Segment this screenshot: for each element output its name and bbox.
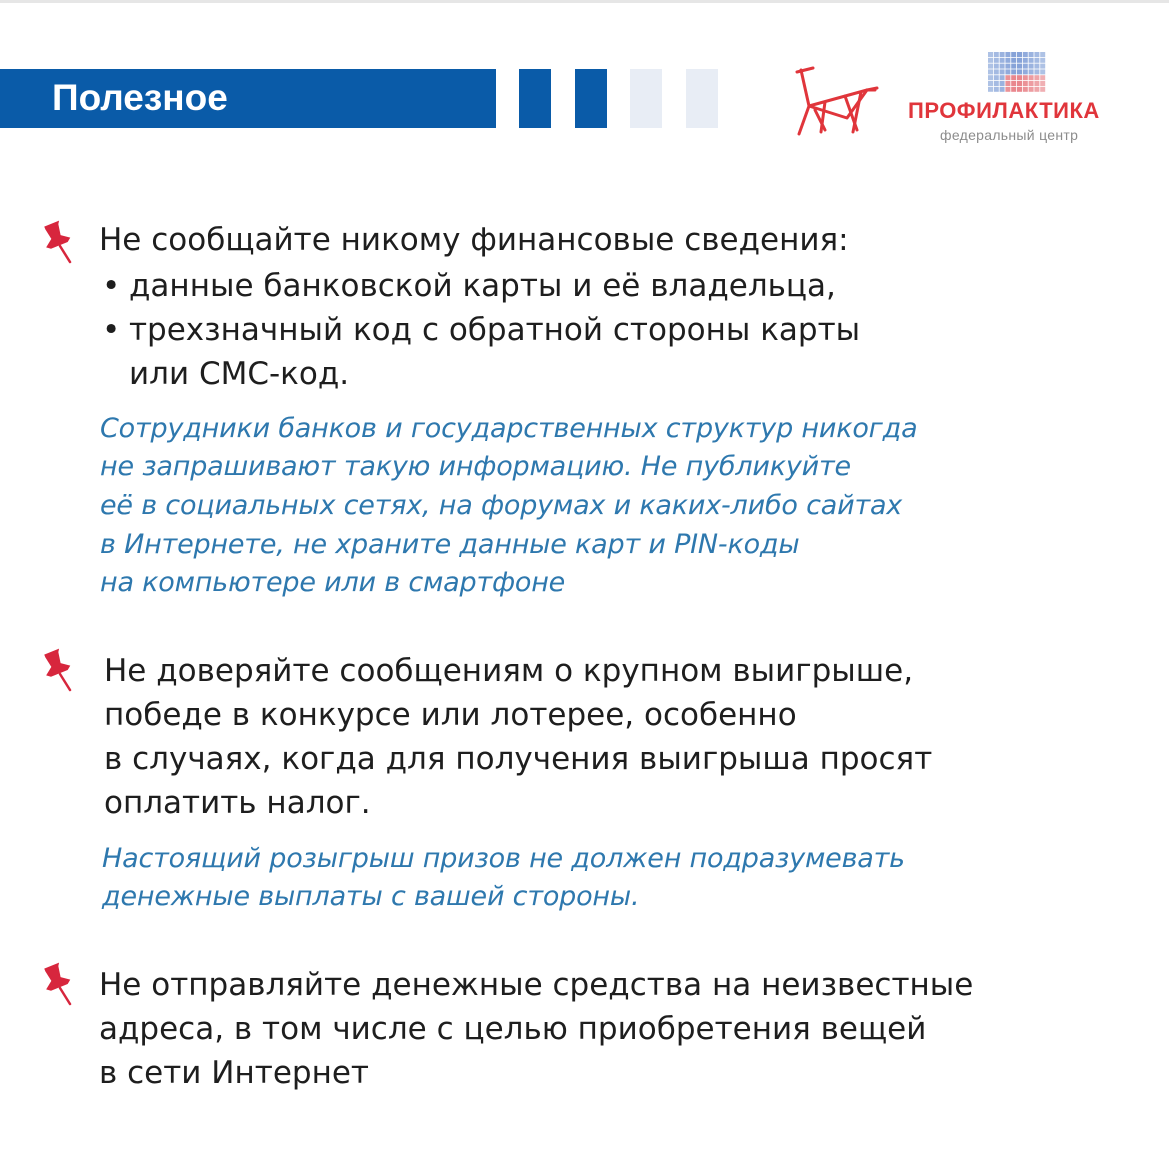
section-3-line: в сети Интернет (99, 1055, 369, 1091)
decor-square (575, 69, 607, 128)
grid-logo-cell (1005, 87, 1010, 92)
grid-logo-cell (1040, 64, 1045, 69)
top-divider (0, 0, 1169, 3)
grid-logo-cell (1023, 75, 1028, 80)
grid-logo-cell (1023, 81, 1028, 86)
push-pin-icon (40, 648, 76, 692)
grid-logo-cell (994, 52, 999, 57)
section-3-line: Не отправляйте денежные средства на неизвестные (99, 967, 974, 1003)
grid-logo-cell (1029, 64, 1034, 69)
section-1-bullet: трехзначный код с обратной стороны карты (129, 312, 861, 348)
section-1-line: Не сообщайте никому финансовые сведения: (99, 222, 849, 258)
grid-logo-cell (1040, 69, 1045, 74)
grid-logo-cell (1017, 69, 1022, 74)
grid-logo-cell (1011, 64, 1016, 69)
grid-logo-cell (988, 52, 993, 57)
decor-square (630, 69, 662, 128)
grid-logo-cell (1000, 75, 1005, 80)
push-pin-icon (40, 220, 76, 264)
section-1-note: её в социальных сетях, на форумах и каких-либо сайтах (100, 490, 903, 521)
grid-logo-cell (1011, 52, 1016, 57)
grid-logo-cell (1011, 87, 1016, 92)
grid-logo-cell (1040, 81, 1045, 86)
section-1-bullet: данные банковской карты и её владельца, (129, 268, 836, 304)
grid-logo-cell (994, 69, 999, 74)
grid-logo-cell (988, 64, 993, 69)
grid-logo-cell (988, 69, 993, 74)
grid-logo-cell (1000, 81, 1005, 86)
section-3-line: адреса, в том числе с целью приобретения вещей (99, 1011, 927, 1047)
grid-logo-cell (1023, 58, 1028, 63)
grid-logo-cell (1023, 64, 1028, 69)
grid-logo-cell (1011, 69, 1016, 74)
grid-logo-cell (1040, 52, 1045, 57)
section-1-note: не запрашивают такую информацию. Не публикуйте (100, 451, 851, 482)
grid-logo-cell (1034, 81, 1039, 86)
grid-logo-cell (1011, 81, 1016, 86)
grid-logo-cell (1029, 69, 1034, 74)
grid-logo-cell (988, 58, 993, 63)
section-1-note: на компьютере или в смартфоне (100, 567, 566, 598)
brand-subtitle: федеральный центр (940, 127, 1079, 143)
grid-logo-cell (1040, 75, 1045, 80)
grid-logo-cell (994, 75, 999, 80)
section-2-line: Не доверяйте сообщениям о крупном выигрыше, (104, 653, 914, 689)
grid-logo-cell (1017, 75, 1022, 80)
grid-logo-cell (988, 75, 993, 80)
grid-logo-cell (1005, 58, 1010, 63)
grid-logo-cell (994, 81, 999, 86)
grid-logo-cell (1023, 87, 1028, 92)
grid-logo-cell (1029, 75, 1034, 80)
section-1-note: в Интернете, не храните данные карт и PIN-коды (100, 529, 800, 560)
grid-logo-cell (1011, 58, 1016, 63)
grid-logo-cell (1029, 87, 1034, 92)
section-1-bullet: или СМС-код. (129, 356, 350, 392)
grid-logo-cell (1017, 81, 1022, 86)
section-2-note: Настоящий розыгрыш призов не должен подразумевать (102, 843, 905, 874)
chair-logo-icon (795, 66, 879, 136)
grid-logo-cell (994, 64, 999, 69)
section-2-line: победе в конкурсе или лотерее, особенно (104, 697, 797, 733)
grid-logo-cell (1017, 64, 1022, 69)
decor-square (519, 69, 551, 128)
section-2-line: оплатить налог. (104, 785, 371, 821)
decor-square (686, 69, 718, 128)
grid-logo-cell (1034, 64, 1039, 69)
grid-logo-cell (1029, 58, 1034, 63)
grid-logo-cell (1011, 75, 1016, 80)
grid-logo-cell (1017, 58, 1022, 63)
section-1-note: Сотрудники банков и государственных структур никогда (100, 413, 918, 444)
grid-logo-cell (1034, 69, 1039, 74)
brand-name: ПРОФИЛАКТИКА (908, 98, 1100, 123)
section-2-note: денежные выплаты с вашей стороны. (102, 881, 640, 912)
grid-logo-cell (1023, 69, 1028, 74)
grid-logo-cell (1029, 52, 1034, 57)
grid-logo-cell (1005, 69, 1010, 74)
grid-logo-cell (1005, 64, 1010, 69)
grid-logo-cell (1000, 58, 1005, 63)
pixel-grid-logo-icon (988, 52, 1046, 92)
bullet-dot: • (102, 268, 121, 304)
section-2-line: в случаях, когда для получения выигрыша просят (104, 741, 933, 777)
grid-logo-cell (1017, 87, 1022, 92)
page-title: Полезное (52, 77, 228, 118)
grid-logo-cell (994, 58, 999, 63)
grid-logo-cell (1040, 58, 1045, 63)
grid-logo-cell (1040, 87, 1045, 92)
grid-logo-cell (1000, 52, 1005, 57)
grid-logo-cell (1000, 69, 1005, 74)
grid-logo-cell (1000, 64, 1005, 69)
grid-logo-cell (994, 87, 999, 92)
grid-logo-cell (988, 87, 993, 92)
grid-logo-cell (1000, 87, 1005, 92)
grid-logo-cell (988, 81, 993, 86)
grid-logo-cell (1023, 52, 1028, 57)
grid-logo-cell (1034, 87, 1039, 92)
grid-logo-cell (1034, 58, 1039, 63)
grid-logo-cell (1005, 75, 1010, 80)
grid-logo-cell (1005, 81, 1010, 86)
grid-logo-cell (1029, 81, 1034, 86)
push-pin-icon (40, 962, 76, 1006)
grid-logo-cell (1034, 75, 1039, 80)
bullet-dot: • (102, 312, 121, 348)
grid-logo-cell (1005, 52, 1010, 57)
grid-logo-cell (1017, 52, 1022, 57)
grid-logo-cell (1034, 52, 1039, 57)
